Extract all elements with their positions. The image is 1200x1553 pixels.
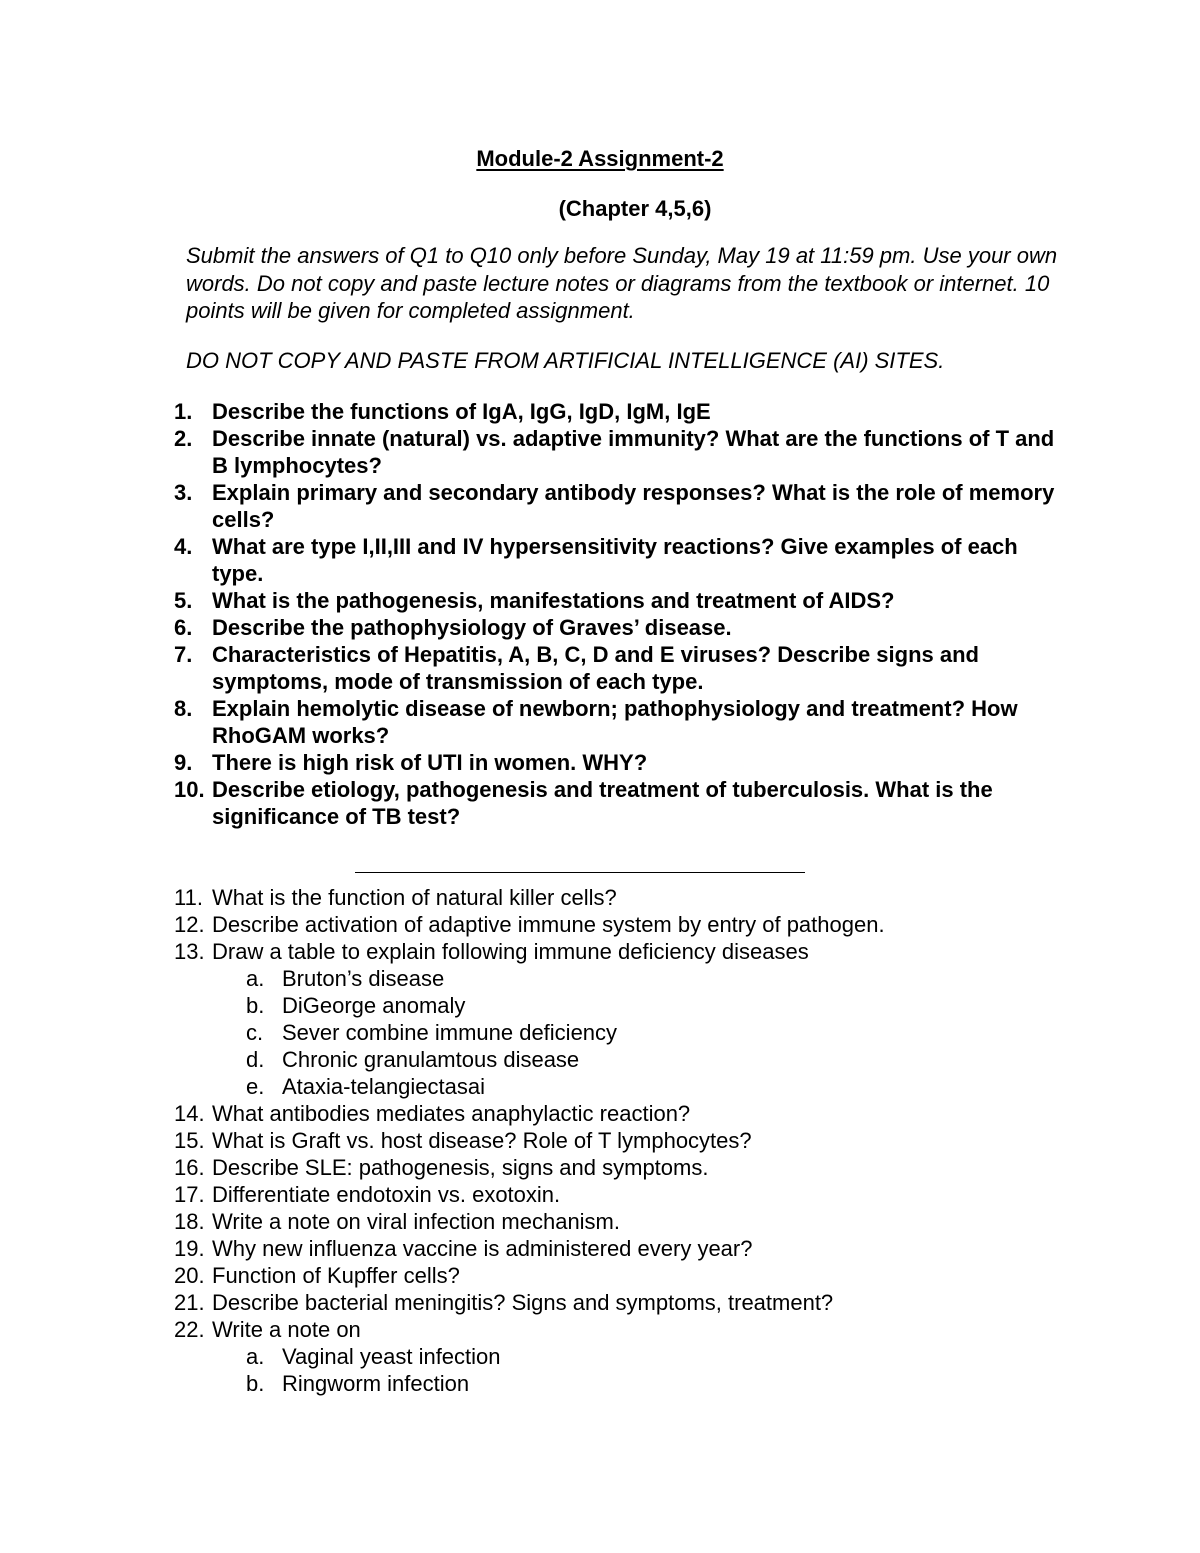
- sub-item: [174, 1073, 1074, 1100]
- sub-item: [174, 1046, 1074, 1073]
- question-number: 13.: [174, 939, 205, 964]
- immune-deficiency-list: [174, 965, 1074, 1100]
- question-item: [174, 479, 1074, 533]
- question-number: 4.: [174, 534, 193, 559]
- question-number: 10.: [174, 777, 205, 802]
- question-item: [174, 1127, 1074, 1154]
- question-text: What are type I,II,III and IV hypersensitivity reactions? Give examples of each type.: [212, 534, 1018, 586]
- question-text: Function of Kupffer cells?: [212, 1263, 460, 1288]
- sub-item-text: Chronic granulamtous disease: [282, 1047, 580, 1072]
- sub-item-text: Vaginal yeast infection: [282, 1344, 501, 1369]
- question-item: [174, 641, 1074, 695]
- question-number: 18.: [174, 1209, 205, 1234]
- question-text: What is the pathogenesis, manifestations and treatment of AIDS?: [212, 588, 895, 613]
- question-number: 15.: [174, 1128, 205, 1153]
- sub-item: [174, 992, 1074, 1019]
- question-number: 2.: [174, 426, 193, 451]
- sub-item: [174, 1370, 1074, 1397]
- question-number: 14.: [174, 1101, 205, 1126]
- sub-item-text: Bruton’s disease: [282, 966, 445, 991]
- sub-item-letter: d.: [246, 1047, 265, 1072]
- question-item: [174, 398, 1074, 425]
- question-item: [174, 1100, 1074, 1127]
- question-number: 17.: [174, 1182, 205, 1207]
- question-item: [174, 587, 1074, 614]
- document-subtitle: (Chapter 4,5,6): [558, 196, 712, 221]
- question-text: Explain primary and secondary antibody responses? What is the role of memory cells?: [212, 480, 1055, 532]
- sub-item: [174, 1343, 1074, 1370]
- sub-item-letter: b.: [246, 1371, 265, 1396]
- section-divider: [355, 872, 805, 873]
- question-text: Describe the functions of IgA, IgG, IgD, IgM, IgE: [212, 399, 711, 424]
- extra-question-list: [174, 884, 1074, 1397]
- instructions-paragraph: Submit the answers of Q1 to Q10 only before Sunday, May 19 at 11:59 pm. Use your own words. Do not copy and paste lecture notes or diagrams from the textbook or internet. 10 points will be given for completed assignment.: [186, 243, 1058, 323]
- question-number: 5.: [174, 588, 193, 613]
- question-number: 12.: [174, 912, 205, 937]
- question-text: Describe innate (natural) vs. adaptive immunity? What are the functions of T and B lymphocytes?: [212, 426, 1055, 478]
- note-topic-list: [174, 1343, 1074, 1397]
- question-text: Describe activation of adaptive immune system by entry of pathogen.: [212, 912, 885, 937]
- graded-question-list: [174, 398, 1074, 830]
- question-number: 9.: [174, 750, 193, 775]
- sub-item-letter: c.: [246, 1020, 264, 1045]
- question-item: [174, 1181, 1074, 1208]
- question-number: 6.: [174, 615, 193, 640]
- question-text: What is the function of natural killer cells?: [212, 885, 617, 910]
- question-item: [174, 884, 1074, 911]
- question-item: [174, 776, 1074, 830]
- question-item: [174, 1208, 1074, 1235]
- question-item: [174, 911, 1074, 938]
- question-text: Write a note on viral infection mechanism.: [212, 1209, 620, 1234]
- question-item: [174, 533, 1074, 587]
- question-number: 1.: [174, 399, 193, 424]
- question-number: 7.: [174, 642, 193, 667]
- question-item: [174, 1316, 1074, 1343]
- question-text: Explain hemolytic disease of newborn; pathophysiology and treatment? How RhoGAM works?: [212, 696, 1018, 748]
- question-text: Describe etiology, pathogenesis and treatment of tuberculosis. What is the significance of TB test?: [212, 777, 993, 829]
- question-text: What antibodies mediates anaphylactic reaction?: [212, 1101, 691, 1126]
- sub-item-letter: b.: [246, 993, 265, 1018]
- sub-item-letter: a.: [246, 966, 265, 991]
- sub-item-group: [174, 965, 1074, 1100]
- question-number: 8.: [174, 696, 193, 721]
- question-item: [174, 749, 1074, 776]
- sub-item-text: Ataxia-telangiectasai: [282, 1074, 486, 1099]
- question-number: 16.: [174, 1155, 205, 1180]
- question-number: 19.: [174, 1236, 205, 1261]
- question-text: Describe bacterial meningitis? Signs and symptoms, treatment?: [212, 1290, 834, 1315]
- question-number: 3.: [174, 480, 193, 505]
- question-item: [174, 938, 1074, 965]
- question-text: What is Graft vs. host disease? Role of T lymphocytes?: [212, 1128, 752, 1153]
- sub-item-text: Ringworm infection: [282, 1371, 470, 1396]
- question-text: Characteristics of Hepatitis, A, B, C, D and E viruses? Describe signs and symptoms, mode of transmission of each type.: [212, 642, 979, 694]
- question-number: 20.: [174, 1263, 205, 1288]
- question-text: Describe the pathophysiology of Graves’ disease.: [212, 615, 732, 640]
- sub-item: [174, 965, 1074, 992]
- question-number: 22.: [174, 1317, 205, 1342]
- sub-item-letter: a.: [246, 1344, 265, 1369]
- ai-warning: DO NOT COPY AND PASTE FROM ARTIFICIAL INTELLIGENCE (AI) SITES.: [186, 348, 945, 373]
- sub-item-group: [174, 1343, 1074, 1397]
- question-item: [174, 695, 1074, 749]
- question-number: 21.: [174, 1290, 205, 1315]
- sub-item: [174, 1019, 1074, 1046]
- question-item: [174, 1235, 1074, 1262]
- question-item: [174, 1154, 1074, 1181]
- sub-item-letter: e.: [246, 1074, 265, 1099]
- question-text: Why new influenza vaccine is administered every year?: [212, 1236, 753, 1261]
- question-text: There is high risk of UTI in women. WHY?: [212, 750, 648, 775]
- question-text: Write a note on: [212, 1317, 361, 1342]
- question-item: [174, 425, 1074, 479]
- question-text: Draw a table to explain following immune deficiency diseases: [212, 939, 809, 964]
- question-text: Describe SLE: pathogenesis, signs and symptoms.: [212, 1155, 709, 1180]
- question-text: Differentiate endotoxin vs. exotoxin.: [212, 1182, 561, 1207]
- document-title: Module-2 Assignment-2: [476, 146, 724, 171]
- sub-item-text: Sever combine immune deficiency: [282, 1020, 618, 1045]
- sub-item-text: DiGeorge anomaly: [282, 993, 466, 1018]
- question-number: 11.: [174, 885, 203, 910]
- question-item: [174, 1262, 1074, 1289]
- question-item: [174, 1289, 1074, 1316]
- question-item: [174, 614, 1074, 641]
